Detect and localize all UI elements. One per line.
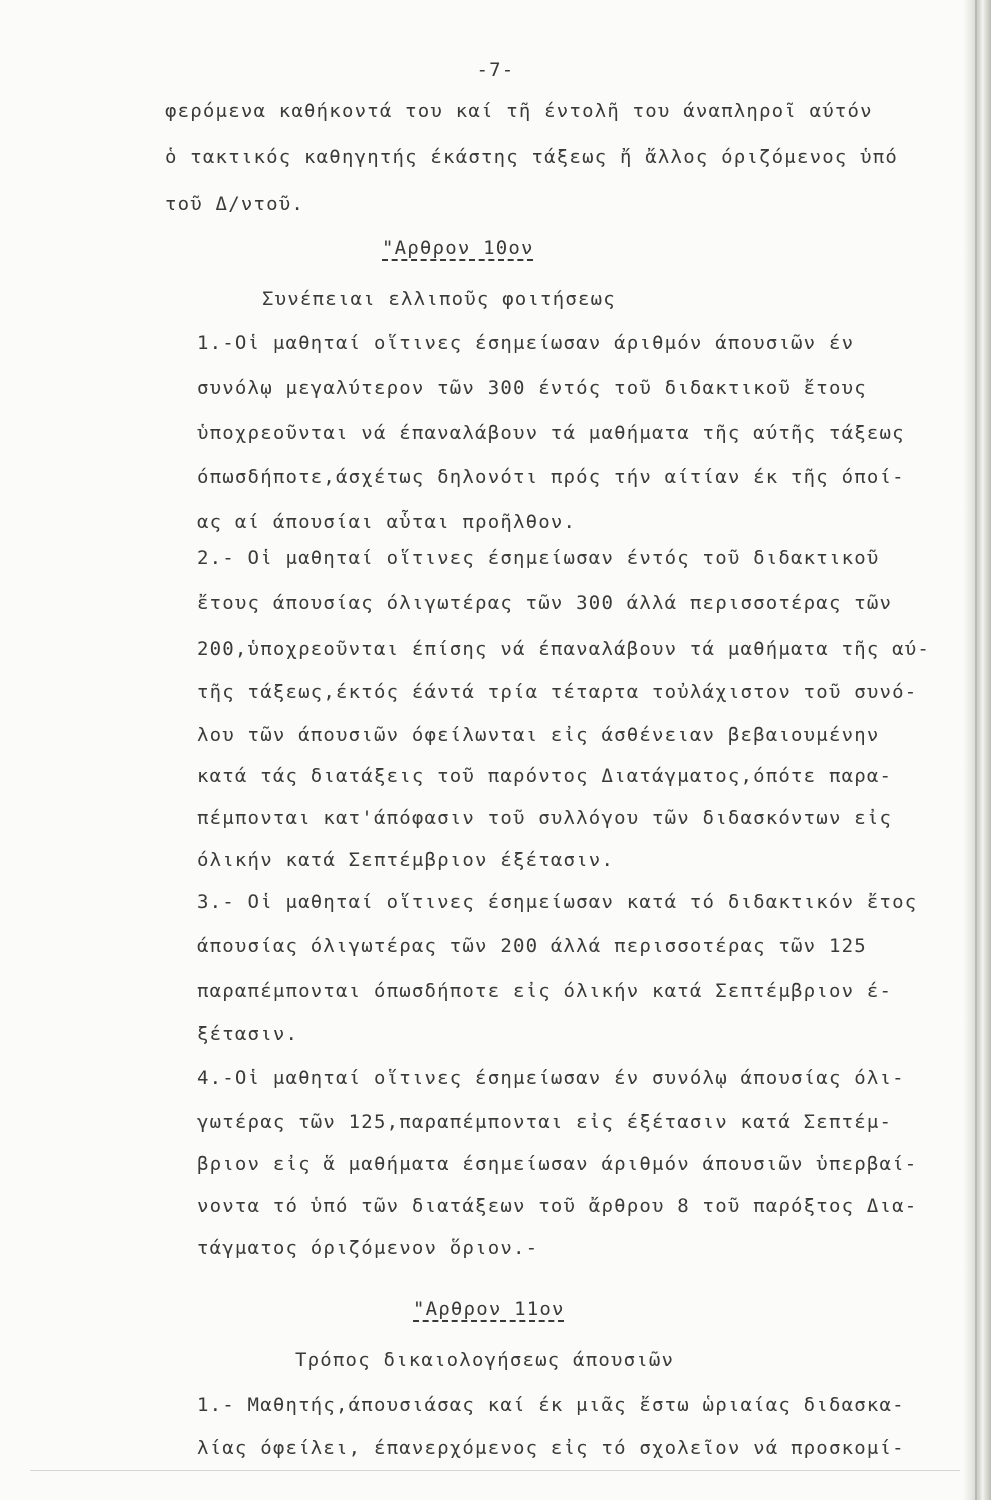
text-line: 200,ὑποχρεοῦνται έπίσης νά έπαναλάβουν τά μαθήματα τῆς αύ- [197,638,931,660]
text-line: 4.-Οἱ μαθηταί οἵτινες έσημείωσαν έν συνόλῳ άπουσίας όλι- [197,1067,905,1089]
text-line: πέμπονται κατ'άπόφασιν τοῦ συλλόγου τῶν διδασκόντων εἰς [197,807,893,829]
text-line: βριον εἰς ἅ μαθήματα έσημείωσαν άριθμόν άπουσιῶν ὑπερβαί- [197,1153,918,1175]
text-line: παραπέμπονται όπωσδήποτε εἰς όλικήν κατά Σεπτέμβριον έ- [197,980,893,1002]
text-line: τοῦ Δ/ντοῦ. [165,193,305,215]
text-line: 3.- Οἱ μαθηταί οἵτινες έσημείωσαν κατά τό διδακτικόν ἔτος [197,891,918,913]
text-line: όπωσδήποτε,άσχέτως δηλονότι πρός τήν αίτίαν έκ τῆς όποί- [197,466,905,488]
text-line: 1.-Οἱ μαθηταί οἵτινες έσημείωσαν άριθμόν άπουσιῶν έν [197,332,855,354]
text-line: νοντα τό ὑπό τῶν διατάξεων τοῦ ἄρθρου 8 τοῦ παρόξτος Δια- [197,1195,918,1217]
page-binding-edge [963,0,991,1500]
text-line: λίας όφείλει, έπανερχόμενος εἰς τό σχολεῖον νά προσκομί- [197,1437,905,1459]
text-line: λου τῶν άπουσιῶν όφείλωνται εἰς άσθένειαν βεβαιουμένην [197,724,880,746]
text-line: ξέτασιν. [197,1023,299,1045]
text-line: ὑποχρεοῦνται νά έπαναλάβουν τά μαθήματα τῆς αύτῆς τάξεως [197,422,905,444]
article-10-heading: "Αρθρον 10ον [382,237,534,259]
text-line: ὁ τακτικός καθηγητής έκάστης τάξεως ἤ ἄλλος όριζόμενος ὑπό [165,146,899,168]
text-line: τῆς τάξεως,έκτός έάντά τρία τέταρτα τοὐλάχιστον τοῦ συνό- [197,681,918,703]
article-11-subtitle: Τρόπος δικαιολογήσεως άπουσιῶν [295,1349,675,1371]
binding-line [975,0,977,1500]
text-line: 1.- Μαθητής,άπουσιάσας καί έκ μιᾶς ἔστω ὡριαίας διδασκα- [197,1394,905,1416]
text-line: όλικήν κατά Σεπτέμβριον έξέτασιν. [197,849,615,871]
text-line: ἔτους άπουσίας όλιγωτέρας τῶν 300 άλλά περισσοτέρας τῶν [197,592,893,614]
text-line: ας αί άπουσίαι αὗται προῆλθον. [197,511,577,533]
bottom-scan-rule [30,1470,960,1471]
text-line: συνόλῳ μεγαλύτερον τῶν 300 έντός τοῦ διδακτικοῦ ἔτους [197,377,867,399]
text-line: 2.- Οἱ μαθηταί οἵτινες έσημείωσαν έντός τοῦ διδακτικοῦ [197,547,880,569]
article-10-subtitle: Συνέπειαι ελλιποῦς φοιτήσεως [262,288,616,310]
text-line: άπουσίας όλιγωτέρας τῶν 200 άλλά περισσοτέρας τῶν 125 [197,935,867,957]
article-11-heading: "Αρθρον 11ον [413,1298,565,1320]
text-line: φερόμενα καθήκοντά του καί τῆ έντολῆ του άναπληροῖ αύτόν [165,100,873,122]
text-line: τάγματος όριζόμενον ὅριον.- [197,1237,539,1259]
text-line: γωτέρας τῶν 125,παραπέμπονται εἰς έξέτασιν κατά Σεπτέμ- [197,1111,893,1133]
text-line: κατά τάς διατάξεις τοῦ παρόντος Διατάγματος,όπότε παρα- [197,765,893,787]
page-number: -7- [476,59,515,81]
